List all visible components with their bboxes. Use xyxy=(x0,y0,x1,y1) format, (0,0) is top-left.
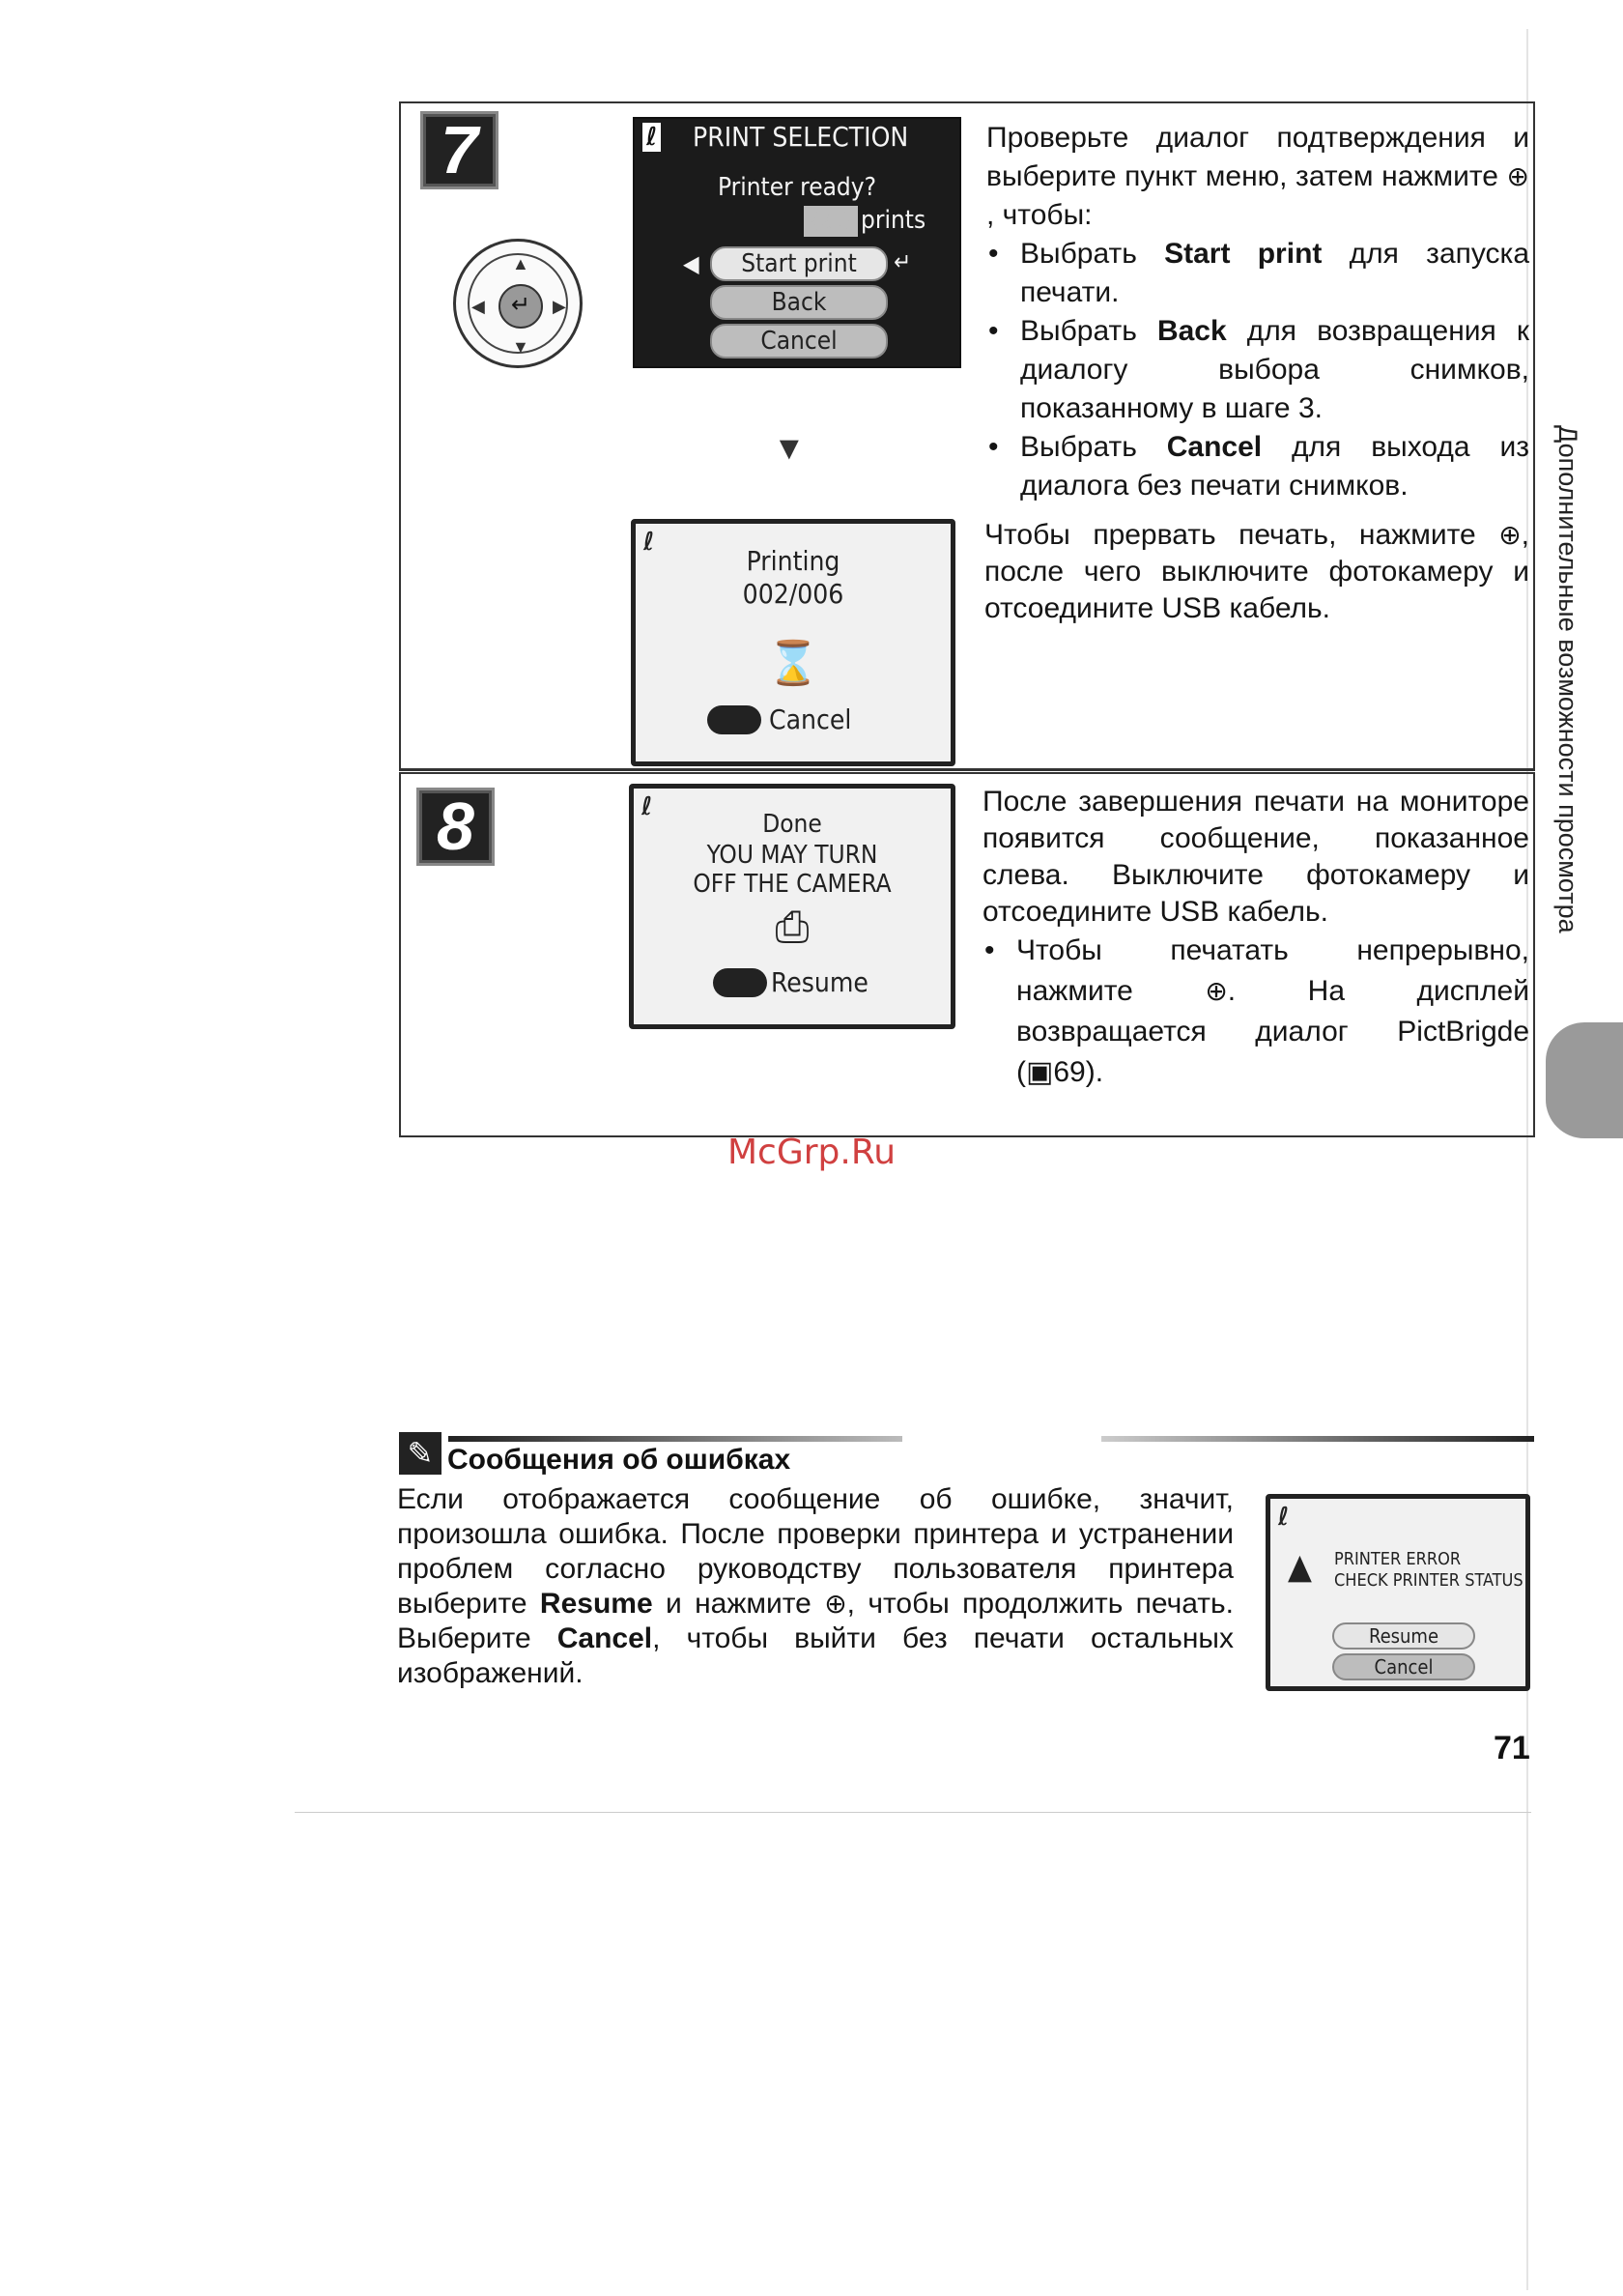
note-divider-right xyxy=(1101,1436,1534,1442)
ok-button-icon xyxy=(713,968,767,997)
list-item: • Чтобы печатать непрерывно, нажмите ⊕. На дисплей возвращается диалог PictBrigde (▣69). xyxy=(982,931,1529,1093)
arrow-down-icon: ▼ xyxy=(512,337,529,357)
lcd-print-selection xyxy=(633,117,961,368)
lcd-done-line2: YOU MAY TURN xyxy=(706,841,878,870)
note-text: Если отображается сообщение об ошибке, значит, произошла ошибка. После проверки принтера и устранении проблем согласно руководству пользователя принтера выберите Resume и нажмите ⊕, чтобы продолжить печать. Выберите Cancel, чтобы выйти без печати остальных изображений. xyxy=(397,1483,1234,1689)
pencil-note-icon: ✎ xyxy=(399,1432,441,1475)
arrow-right-icon: ▶ xyxy=(553,297,566,316)
print-count-label: prints xyxy=(861,206,926,235)
step-8-instructions: После завершения печати на мониторе появится сообщение, показанное слева. Выключите фотокамеру и отсоедините USB кабель. • Чтобы печатать непрерывно, нажмите ⊕. На дисплей возвращается диалог PictBrigde (▣69). xyxy=(982,784,1529,1093)
pictbridge-icon: ℓ xyxy=(643,528,655,557)
lcd-done-line3: OFF THE CAMERA xyxy=(693,870,892,899)
error-line1: PRINTER ERROR xyxy=(1334,1549,1462,1569)
step-7-block xyxy=(399,101,1535,771)
pictbridge-icon: ℓ xyxy=(641,792,653,821)
lcd-done-line1: Done xyxy=(762,810,822,839)
ok-button-icon: ⊕ xyxy=(1205,976,1228,1006)
pictbridge-icon: ℓ xyxy=(1278,1503,1290,1532)
ok-button-icon: ⊕ xyxy=(1506,161,1529,191)
watermark: McGrp.Ru xyxy=(726,1133,897,1172)
section-side-label: Дополнительные возможности просмотра xyxy=(1553,425,1582,933)
step-number-8: 8 xyxy=(416,788,495,866)
section-tab xyxy=(1546,1022,1623,1138)
lcd-resume-label: Resume xyxy=(771,966,868,998)
ok-button-icon: ↵ xyxy=(498,284,543,329)
lcd-title: PRINT SELECTION xyxy=(693,121,909,153)
lcd-cancel-label: Cancel xyxy=(769,703,852,735)
page-number: 71 xyxy=(1494,1730,1530,1766)
page-ref-icon: ▣ xyxy=(1026,1056,1054,1088)
arrow-up-icon: ▲ xyxy=(512,254,529,273)
note-divider-left xyxy=(448,1436,902,1442)
printer-icon: ⎙ xyxy=(775,903,810,952)
lcd-done xyxy=(629,784,955,1029)
list-item: • Выбрать Start print для запуска печати. xyxy=(986,235,1529,312)
step-8-block xyxy=(399,772,1535,1137)
option-start-print: Start print xyxy=(710,246,888,281)
option-resume: Resume xyxy=(1332,1622,1475,1650)
error-line2: CHECK PRINTER STATUS xyxy=(1334,1570,1523,1591)
down-arrow-icon: ▼ xyxy=(773,430,806,467)
lcd-printing-progress: 002/006 xyxy=(742,578,844,610)
step-7-cancel-instructions: Чтобы прервать печать, нажмите ⊕, после чего выключите фотокамеру и отсоедините USB кабель. xyxy=(984,519,1529,624)
print-count: 006 xyxy=(804,206,858,237)
step-number-7: 7 xyxy=(420,111,498,189)
footer-line xyxy=(295,1812,1531,1813)
list-item: • Выбрать Back для возвращения к диалогу выбора снимков, показанному в шаге 3. xyxy=(986,312,1529,428)
lcd-printing-status: Printing xyxy=(746,545,840,577)
lcd-printer-error xyxy=(1266,1494,1530,1691)
arrow-left-icon: ◀ xyxy=(471,297,485,316)
ok-button-icon: ⊕ xyxy=(1498,520,1522,550)
list-item: • Выбрать Cancel для выхода из диалога без печати снимков. xyxy=(986,428,1529,505)
step-7-instructions: Проверьте диалог подтверждения и выберите пункт меню, затем нажмите ⊕, чтобы: • Выбрать Start print для запуска печати. • Выбрать Back для возвращения к диалогу выбора снимков, показанному в шаге 3. • Выбрать Cancel для выхода из диалога без печати снимков. xyxy=(986,119,1529,505)
option-cancel: Cancel xyxy=(1332,1653,1475,1680)
warning-icon: ▲ xyxy=(1288,1547,1312,1587)
enter-icon: ↵ xyxy=(894,248,912,275)
lcd-printing xyxy=(631,519,955,766)
ok-button-icon: ⊕ xyxy=(824,1589,847,1619)
option-back: Back xyxy=(710,285,888,320)
lcd-prompt: Printer ready? xyxy=(717,173,877,202)
note-title: Сообщения об ошибках xyxy=(447,1444,791,1476)
hourglass-icon: ⌛ xyxy=(766,639,820,688)
selector-arrow-icon: ◀ xyxy=(683,250,699,277)
ok-button-icon xyxy=(707,705,761,734)
option-cancel: Cancel xyxy=(710,324,888,359)
multi-selector-icon xyxy=(453,239,583,368)
pictbridge-icon: ℓ xyxy=(642,123,661,152)
